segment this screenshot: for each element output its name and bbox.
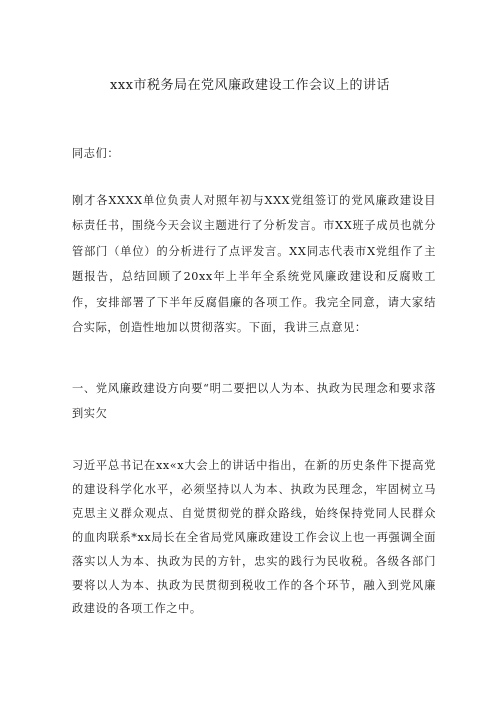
section-heading-1: 一、党风廉政建设方向要“明二要把以人为本、执政为民理念和要求落到实欠 [72,382,436,420]
paragraph-opening: 刚才各XXXX单位负责人对照年初与XXX党组签订的党风廉政建设目标责任书，围绕今天会议主题进行了分析发言。市XX班子成员也就分管部门（单位）的分析进行了点评发言。XX同志代表市X党组作了主题报告，总结回顾了20xx年上半年全系统党风廉政建设和反腐败工作，安排部署了下半年反腐倡廉的各项工作。我完全同意，请大家结合实际，创造性地加以贯彻落实。下面，我讲三点意见： [72,194,436,335]
paragraph-section-1: 习近平总书记在xx«x大会上的讲话中指出，在新的历史条件下提高党的建设科学化水平，必须坚持以人为本、执政为民理念，牢固树立马克思主义群众观点、自觉贯彻党的群众路线，始终保持党同人民群众的血肉联系*xx局长在全省局党风廉政建设工作会议上也一再强调全面落实以人为本、执政为民的方针，忠实的践行为民收税。各级各部门要将以人为本、执政为民贯彻到税收工作的各个环节，融入到党风廉政建设的各项工作之中。 [72,459,436,616]
document-title: xxx市税务局在党风廉政建设工作会议上的讲话 [110,78,390,93]
salutation: 同志们： [72,147,120,160]
